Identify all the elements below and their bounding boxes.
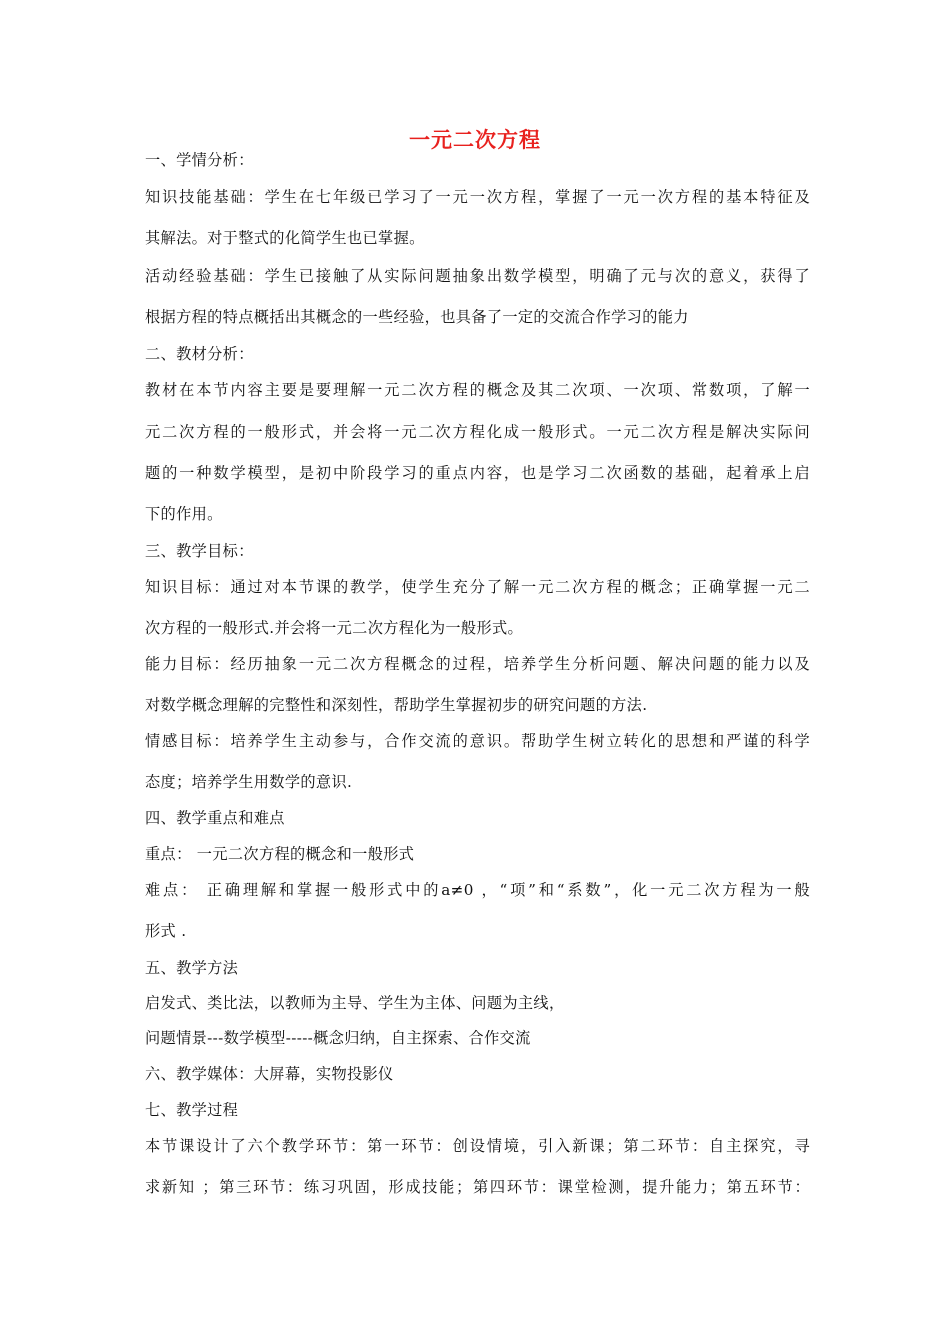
text-line: 五、教学方法 [145, 959, 239, 977]
text-line: 能力目标：经历抽象一元二次方程概念的过程，培养学生分析问题、解决问题的能力以及 [145, 655, 810, 673]
text-line: 教材在本节内容主要是要理解一元二次方程的概念及其二次项、一次项、常数项，了解一 [145, 381, 810, 399]
text-line: 对数学概念理解的完整性和深刻性，帮助学生掌握初步的研究问题的方法. [145, 696, 648, 714]
text-line: 七、教学过程 [145, 1101, 239, 1119]
text-line: 重点： 一元二次方程的概念和一般形式 [145, 845, 415, 863]
text-line: 次方程的一般形式.并会将一元二次方程化为一般形式。 [145, 619, 524, 637]
text-line: 本节课设计了六个教学环节：第一环节：创设情境，引入新课；第二环节：自主探究，寻 [145, 1137, 810, 1155]
text-line: 根据方程的特点概括出其概念的一些经验，也具备了一定的交流合作学习的能力 [145, 308, 689, 326]
text-line: 形式 . [145, 922, 187, 940]
text-line: 问题情景---数学模型-----概念归纳，自主探索、合作交流 [145, 1029, 531, 1047]
text-line: 启发式、类比法，以教师为主导、学生为主体、问题为主线， [145, 994, 565, 1012]
text-line: 知识技能基础：学生在七年级已学习了一元一次方程，掌握了一元一次方程的基本特征及 [145, 188, 810, 206]
text-line: 其解法。对于整式的化简学生也已掌握。 [145, 229, 425, 247]
text-line: 三、教学目标： [145, 542, 254, 560]
document-title: 一元二次方程 [409, 128, 541, 152]
text-line: 态度；培养学生用数学的意识. [145, 773, 353, 791]
text-line: 四、教学重点和难点 [145, 809, 285, 827]
text-line: 难点： 正确理解和掌握一般形式中的a≠0 ，“项”和“系数”，化一元二次方程为一般 [145, 881, 810, 899]
text-line: 下的作用。 [145, 505, 223, 523]
text-line: 六、教学媒体：大屏幕，实物投影仪 [145, 1065, 394, 1083]
text-line: 题的一种数学模型，是初中阶段学习的重点内容，也是学习二次函数的基础，起着承上启 [145, 464, 810, 482]
text-line: 二、教材分析： [145, 345, 254, 363]
text-line: 一、学情分析： [145, 151, 254, 169]
text-line: 元二次方程的一般形式，并会将一元二次方程化成一般形式。一元二次方程是解决实际问 [145, 423, 810, 441]
text-line: 求新知 ；第三环节：练习巩固，形成技能；第四环节：课堂检测，提升能力；第五环节： [145, 1178, 810, 1196]
text-line: 知识目标：通过对本节课的教学，使学生充分了解一元二次方程的概念；正确掌握一元二 [145, 578, 810, 596]
text-line: 情感目标：培养学生主动参与，合作交流的意识。帮助学生树立转化的思想和严谨的科学 [145, 732, 810, 750]
text-line: 活动经验基础：学生已接触了从实际问题抽象出数学模型，明确了元与次的意义，获得了 [145, 267, 810, 285]
